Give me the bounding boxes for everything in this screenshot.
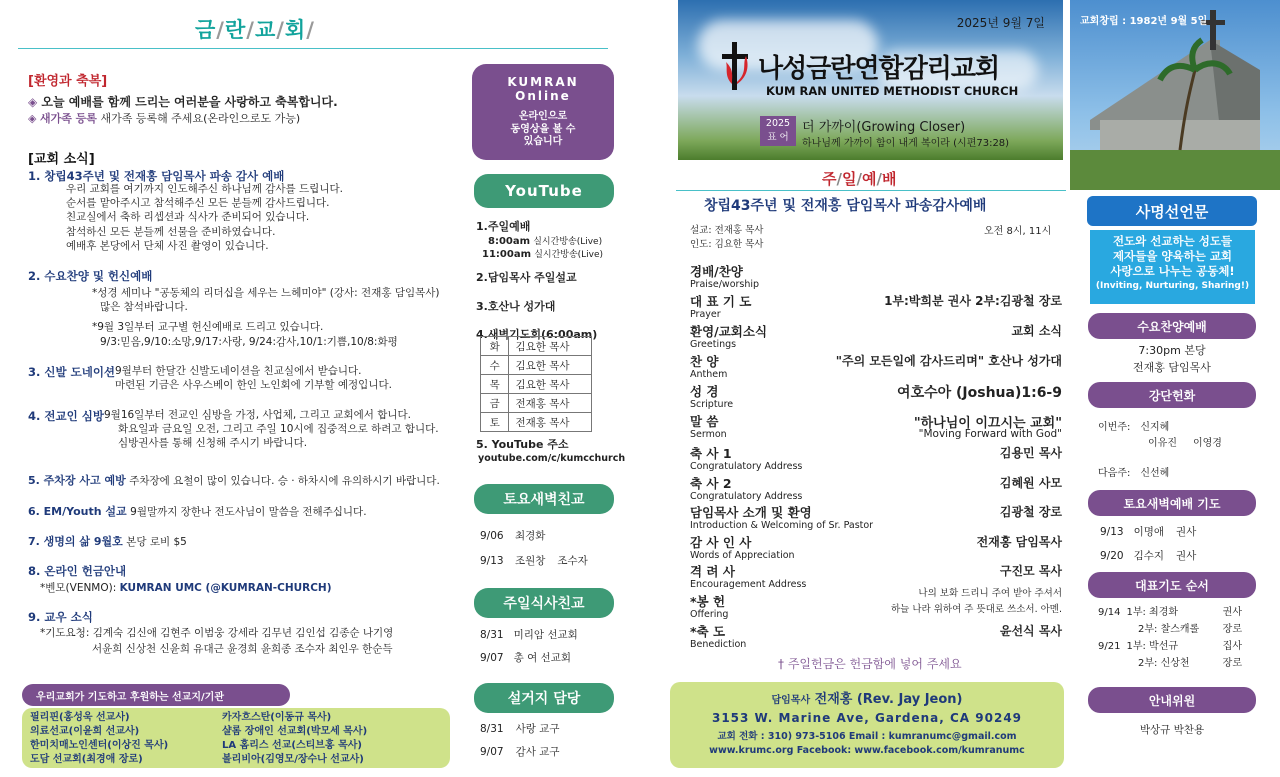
- order-row: 찬 양 Anthem "주의 모든일에 감사드리며" 호산나 성가대: [690, 354, 1062, 380]
- church-name-en: KUM RAN UNITED METHODIST CHURCH: [766, 84, 1019, 98]
- news-8-body: *벤모(VENMO): KUMRAN UMC (@KUMRAN-CHURCH): [40, 582, 332, 594]
- church-contact: 교회 전화 : 310) 973-5106 Email : kumranumc@gmail.com: [717, 731, 1017, 742]
- news-heading: [교회 소식]: [28, 152, 95, 167]
- usher-button: 안내위원: [1088, 687, 1256, 713]
- banner: [678, 0, 1063, 160]
- news-9-body: *기도요청: 김계숙 김신애 김현주 이범웅 강세라 김무년 김인섭 김종순 나기영 서윤희 신상천 신윤희 유대근 윤경희 윤희종 조수자 최인우 한순득: [40, 627, 394, 656]
- news-6: 6. EM/Youth 설교 9월말까지 장한나 전도사님이 말씀을 전해주십니다.: [28, 505, 367, 518]
- kumran-online-box: KUMRAN Online 온라인으로 동영상을 볼 수 있습니다: [472, 64, 614, 160]
- order-row: *봉 헌 Offering: [690, 594, 729, 620]
- wednesday-service-info: 7:30pm 본당 전재홍 담임목사: [1133, 344, 1211, 375]
- mission-statement-box: 전도와 선교하는 성도들 제자들을 양육하는 교회 사랑으로 나누는 공동체! (Inviting, Nurturing, Sharing!): [1090, 230, 1255, 304]
- order-row: 말 씀 Sermon "하나님이 이끄시는 교회": [690, 414, 1062, 440]
- service-title: 창립43주년 및 전재홍 담임목사 파송감사예배: [704, 198, 987, 214]
- dishwashing-button: 설거지 담당: [474, 683, 614, 713]
- representative-prayer-button: 대표기도 순서: [1088, 572, 1256, 598]
- offering-note: † 주일헌금은 헌금함에 넣어 주세요: [778, 657, 962, 671]
- news-5: 5. 주차장 사고 예방 주차장에 요철이 많이 있습니다. 승 · 하차시에 유의하시기 바랍니다.: [28, 474, 440, 487]
- news-4-title: 4. 전교인 심방: [28, 409, 104, 423]
- order-row: 경배/찬양 Praise/worship: [690, 264, 760, 290]
- missions-right: 카자흐스탄(이동규 목사) 샬롬 장애인 선교회(박모세 목사) LA 홈리스 선교(스티브홍 목사) 볼리비아(김영모/장수나 선교사): [222, 712, 368, 765]
- church-name-kr: 나성금란연합감리교회: [758, 54, 1000, 84]
- online-items: 1.주일예배 8:00am 실시간방송(Live) 11:00am 실시간방송(Live) 2.담임목사 주일설교 3.호산나 성가대 4.새벽기도회(6:00am): [476, 220, 604, 341]
- motto: 더 가까이(Growing Closer): [802, 120, 966, 135]
- order-row: 담임목사 소개 및 환영 Introduction & Welcoming of Sr. Pastor 김광철 장로: [690, 505, 1062, 531]
- sunday-meal-button: 주일식사친교: [474, 588, 614, 618]
- order-row: 축 사 2 Congratulatory Address 김혜원 사모: [690, 476, 1062, 502]
- diamond-icon: ◈: [28, 95, 38, 109]
- news-4-body: 9월16일부터 전교인 심방을 가정, 사업체, 그리고 교회에서 합니다. 화요일과 금요일 오전, 그리고 주일 10시에 집중적으로 하려고 합니다. 심방권사를 통해 신청해 주시기 바랍니다.: [104, 409, 439, 450]
- order-row: 환영/교회소식 Greetings 교회 소식: [690, 324, 1062, 350]
- representative-prayer-list: 9/14 1부: 최경화 권사 2부: 찰스캐롤 장로 9/21 1부: 박선규 집사 2부: 신상천 장로: [1098, 607, 1242, 669]
- altar-flower-button: 강단헌화: [1088, 382, 1256, 408]
- leader: 인도: 김요한 목사: [690, 239, 764, 250]
- order-row: 대 표 기 도 Prayer 1부:박희분 권사 2부:김광철 장로: [690, 294, 1062, 320]
- missions-box: [22, 708, 450, 768]
- wednesday-service-button: 수요찬양예배: [1088, 313, 1256, 339]
- order-row: *축 도 Benediction 윤선식 목사: [690, 624, 1062, 650]
- order-row: 감 사 인 사 Words of Appreciation 전재홍 담임목사: [690, 535, 1062, 561]
- saturday-fellowship-list: 9/06 최경화 9/13 조원창 조수자: [480, 530, 588, 567]
- sunday-meal-list: 8/31 미리암 선교회 9/07 총 여 선교회: [480, 629, 578, 664]
- missions-left: 필리핀(홍성욱 선교사) 의료선교(이윤희 선교사) 한미치매노인센터(이상진 목사) 도담 선교회(최경애 장로): [30, 712, 169, 765]
- table-row: 수 김요한 목사: [481, 356, 592, 375]
- missions-heading: 우리교회가 기도하고 후원하는 선교지/기관: [22, 684, 290, 706]
- pastor-contact-box: [670, 682, 1064, 768]
- motto-verse: 하나님께 가까이 함이 내게 복이라 (시편73:28): [802, 138, 1010, 149]
- service-time: 오전 8시, 11시: [984, 226, 1052, 237]
- table-row: 화 김요한 목사: [481, 337, 592, 356]
- usher-names: 박상규 박찬용: [1139, 724, 1205, 736]
- column-online: [460, 0, 635, 777]
- church-photo: [1070, 0, 1280, 190]
- table-row: 목 김요한 목사: [481, 375, 592, 394]
- mission-statement-button: 사명선언문: [1087, 196, 1257, 226]
- news-2-body: *성경 세미나 "공동체의 리더십을 세우는 느헤미야" (강사: 전재홍 담임목사) 많은 참석바랍니다. *9월 3일부터 교구별 헌신예배로 드리고 있습니다. 9/3:믿음,9/10:소망,9/17:사랑, 9/24:감사,10/1:기쁨,10/8:화평: [92, 287, 440, 348]
- year-badge: 2025 표 어: [760, 116, 796, 146]
- page-title: 금/란/교/회/: [195, 18, 315, 42]
- welcome-line1: ◈ 오늘 예배를 함께 드리는 여러분을 사랑하고 축복합니다.: [28, 95, 338, 109]
- cross-flame-logo-icon: [720, 42, 750, 90]
- news-3-body: 9월부터 한달간 신발도네이션을 친교실에서 받습니다. 마련된 기금은 사우스베이 한인 노인회에 기부할 예정입니다.: [115, 365, 392, 392]
- youtube-address-label: 5. YouTube 주소: [476, 438, 569, 451]
- sermon-title-en: "Moving Forward with God": [918, 428, 1062, 440]
- news-1-body: 우리 교회를 여기까지 인도해주신 하나님께 감사를 드립니다. 순서를 맡아주시고 참석해주신 모든 분들께 감사드립니다. 친교실에서 축하 리셉션과 식사가 준비되어 있습니다. 참석하신 모든 분들께 선물을 준비하였습니다. 예배후 본당에서 단체 사진 촬영이 있습니다.: [66, 183, 343, 252]
- news-1-title: 1. 창립43주년 및 전재홍 담임목사 파송 감사 예배: [28, 169, 285, 183]
- table-row: 금 전재홍 목사: [481, 394, 592, 413]
- church-web[interactable]: www.krumc.org Facebook: www.facebook.com/kumranumc: [709, 745, 1025, 756]
- table-row: 토 전재홍 목사: [481, 413, 592, 432]
- youtube-address-link[interactable]: youtube.com/c/kumcchurch: [478, 453, 626, 464]
- news-9-title: 9. 교우 소식: [28, 610, 93, 624]
- order-row: 성 경 Scripture 여호수아 (Joshua)1:6-9: [690, 384, 1062, 410]
- bulletin-date: 2025년 9월 7일: [956, 16, 1045, 30]
- saturday-prayer-list: 9/13 이명애 권사 9/20 김수지 권사: [1100, 526, 1197, 562]
- founded-date: 교회창립 : 1982년 9월 5일: [1080, 16, 1208, 27]
- column-news: [0, 0, 460, 777]
- saturday-prayer-button: 토요새벽예배 기도: [1088, 490, 1256, 516]
- worship-divider: [676, 190, 1066, 191]
- pastor-name: 담임목사 전재홍 (Rev. Jay Jeon): [771, 692, 963, 707]
- news-8-title: 8. 온라인 헌금안내: [28, 564, 127, 578]
- welcome-heading: [환영과 축복]: [28, 74, 108, 89]
- preacher: 설교: 전재홍 목사: [690, 225, 764, 236]
- youtube-button[interactable]: YouTube: [474, 174, 614, 208]
- church-building-illustration: [1070, 0, 1280, 190]
- diamond-icon: ◈: [28, 112, 37, 125]
- news-7: 7. 생명의 삶 9월호 본당 로비 $5: [28, 535, 187, 548]
- dawn-prayer-table: [480, 336, 592, 432]
- news-3-title: 3. 신발 도네이션: [28, 365, 116, 379]
- welcome-line2: ◈ 새가족 등록 새가족 등록해 주세요(온라인으로도 가능): [28, 112, 301, 125]
- dishwashing-list: 8/31 사랑 교구 9/07 감사 교구: [480, 723, 560, 758]
- church-address: 3153 W. Marine Ave, Gardena, CA 90249: [711, 711, 1023, 725]
- worship-title: 주/일/예/배: [822, 170, 897, 188]
- saturday-fellowship-button: 토요새벽친교: [474, 484, 614, 514]
- news-2-title: 2. 수요찬양 및 헌신예배: [28, 269, 153, 283]
- order-row: 격 려 사 Encouragement Address 구진모 목사: [690, 564, 1062, 590]
- altar-flower-info: 이번주: 신지혜 이유진 이영경 다음주: 신선혜: [1098, 422, 1222, 479]
- order-row: 축 사 1 Congratulatory Address 김용민 목사: [690, 446, 1062, 472]
- offering-hymn: 나의 보화 드리니 주여 받아 주셔서 하늘 나라 위하여 주 뜻대로 쓰소서. 아멘.: [891, 588, 1062, 616]
